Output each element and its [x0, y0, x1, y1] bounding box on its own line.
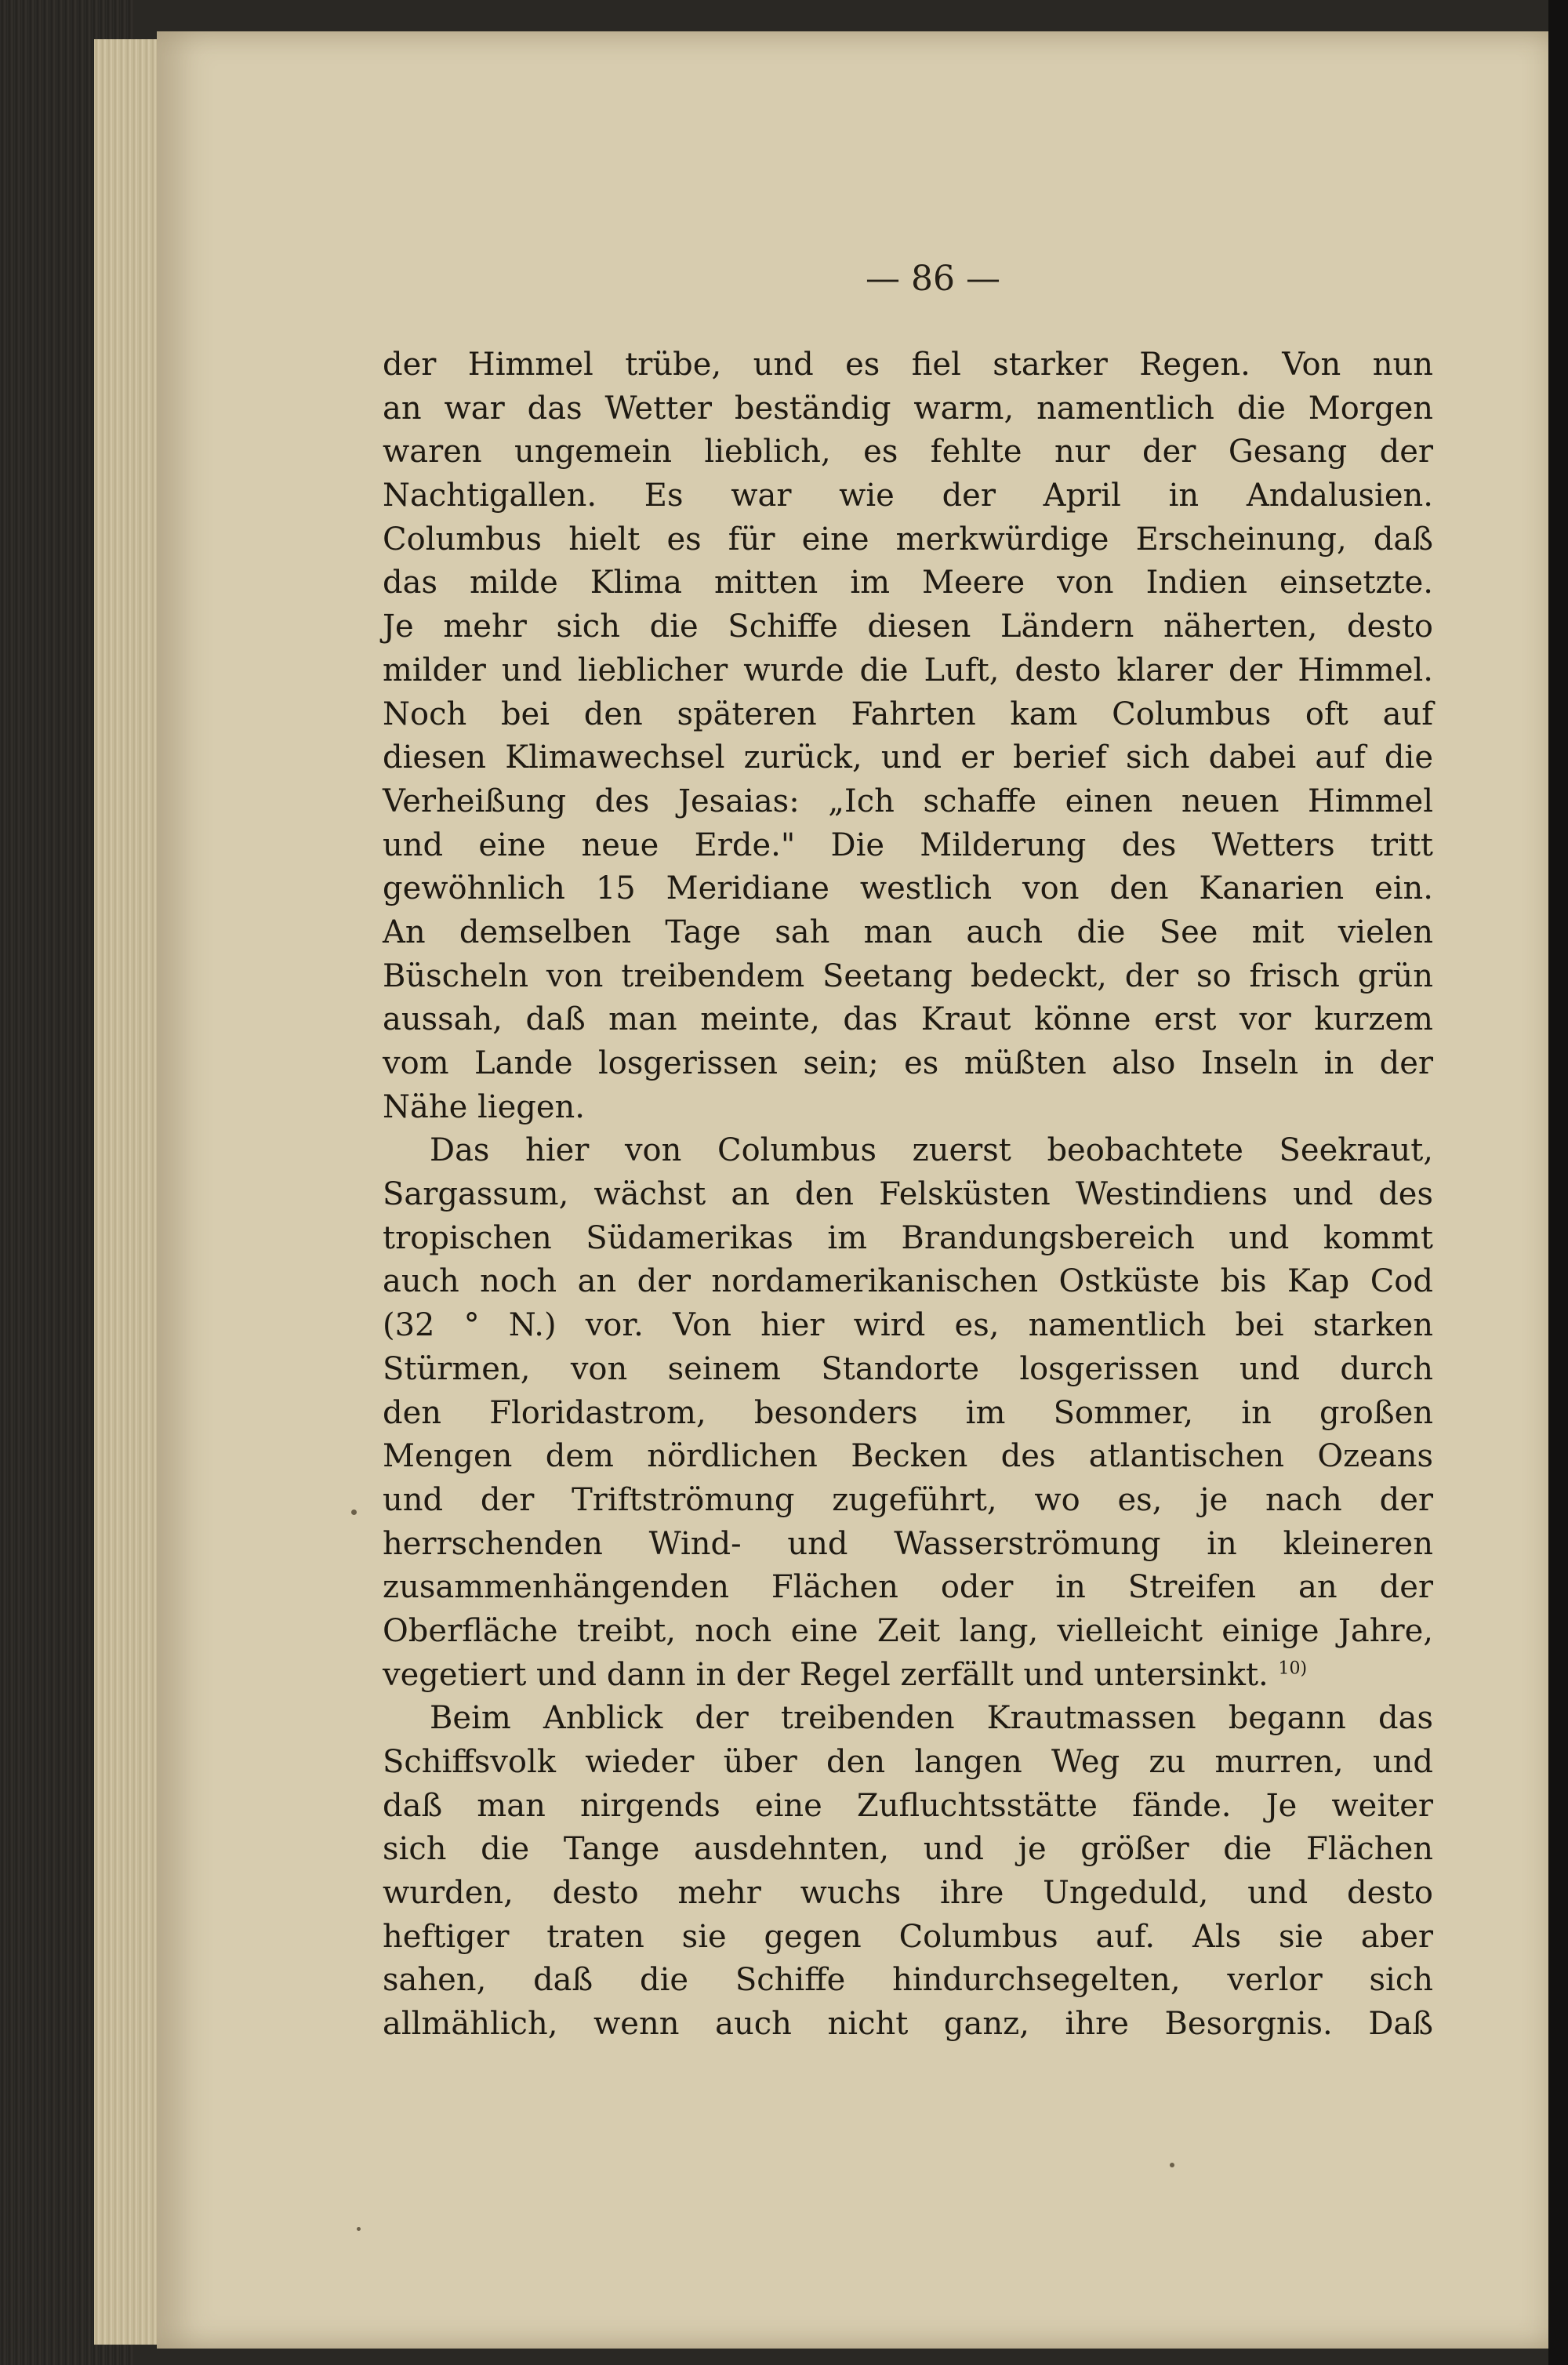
text-line: waren ungemein lieblich, es fehlte nur der Gesang der [383, 434, 1433, 470]
text-line: milder und lieblicher wurde die Luft, desto klarer der Himmel. [383, 652, 1433, 688]
text-line: herrschenden Wind- und Wasserströmung in kleineren [383, 1525, 1433, 1562]
text-line: das milde Klima mitten im Meere von Indien einsetzte. [383, 565, 1433, 601]
text-line: und eine neue Erde." Die Milderung des Wetters tritt [383, 826, 1433, 863]
text-line: (32 ° N.) vor. Von hier wird es, namentlich bei starken [383, 1307, 1433, 1344]
text-line: aussah, daß man meinte, das Kraut könne erst vor kurzem [383, 1001, 1433, 1038]
paper-speck [351, 1509, 357, 1515]
text-line: Beim Anblick der treibenden Krautmassen begann das [430, 1700, 1433, 1737]
text-line: Mengen dem nördlichen Becken des atlantischen Ozeans [383, 1438, 1433, 1475]
text-line: Das hier von Columbus zuerst beobachtete Seekraut, [430, 1132, 1433, 1169]
text-line: Nähe liegen. [383, 1088, 586, 1125]
text-line-with-footnote [383, 1654, 1433, 1698]
text-line: allmählich, wenn auch nicht ganz, ihre Besorgnis. Daß [383, 2006, 1433, 2043]
text-line: Noch bei den späteren Fahrten kam Columbus oft auf [383, 696, 1433, 732]
text-line: an war das Wetter beständig warm, namentlich die Morgen [383, 390, 1433, 427]
text-line: wurden, desto mehr wuchs ihre Ungeduld, und desto [383, 1875, 1433, 1912]
text-line: Büscheln von treibendem Seetang bedeckt, der so frisch grün [383, 957, 1433, 994]
page-number: — 86 — [866, 259, 1000, 299]
text-line: auch noch an der nordamerikanischen Ostküste bis Kap Cod [383, 1263, 1433, 1300]
text-line: und der Triftströmung zugeführt, wo es, je nach der [383, 1481, 1433, 1518]
text-line: tropischen Südamerikas im Brandungsbereich und kommt [383, 1219, 1433, 1256]
text-line: sahen, daß die Schiffe hindurchsegelten, verlor sich [383, 1962, 1433, 1999]
text-line: gewöhnlich 15 Meridiane westlich von den Kanarien ein. [383, 870, 1433, 907]
text-line: Sargassum, wächst an den Felsküsten Westindiens und des [383, 1176, 1433, 1213]
text-line: Schiffsvolk wieder über den langen Weg zu murren, und [383, 1744, 1433, 1780]
text-line: Verheißung des Jesaias: „Ich schaffe einen neuen Himmel [383, 783, 1433, 819]
text-line: An demselben Tage sah man auch die See mit vielen [383, 914, 1433, 950]
paper-speck [357, 2227, 361, 2231]
text-line: Nachtigallen. Es war wie der April in Andalusien. [383, 478, 1433, 514]
text-line: diesen Klimawechsel zurück, und er berief sich dabei auf die [383, 739, 1433, 776]
body-text [383, 343, 1433, 2047]
footnote-marker: 10) [1278, 1658, 1308, 1679]
text-line: den Floridastrom, besonders im Sommer, in großen [383, 1394, 1433, 1431]
text-line: vom Lande losgerissen sein; es müßten also Inseln in der [383, 1045, 1433, 1081]
text-line: Oberfläche treibt, noch eine Zeit lang, vielleicht einige Jahre, [383, 1612, 1433, 1649]
text-line: Je mehr sich die Schiffe diesen Ländern näherten, desto [383, 609, 1433, 645]
text-line: zusammenhängenden Flächen oder in Streifen an der [383, 1569, 1433, 1606]
scan-right-border [1548, 0, 1568, 2365]
paper-speck [1170, 2163, 1174, 2167]
text-line: daß man nirgends eine Zufluchtsstätte fände. Je weiter [383, 1787, 1433, 1824]
text-line: sich die Tange ausdehnten, und je größer die Flächen [383, 1831, 1433, 1868]
text-line: Stürmen, von seinem Standorte losgerissen und durch [383, 1350, 1433, 1387]
text-line: heftiger traten sie gegen Columbus auf. Als sie aber [383, 1918, 1433, 1955]
text-line: der Himmel trübe, und es fiel starker Regen. Von nun [383, 347, 1433, 383]
text-line: vegetiert und dann in der Regel zerfällt und untersinkt. [383, 1656, 1269, 1693]
text-line: Columbus hielt es für eine merkwürdige Erscheinung, daß [383, 521, 1433, 558]
